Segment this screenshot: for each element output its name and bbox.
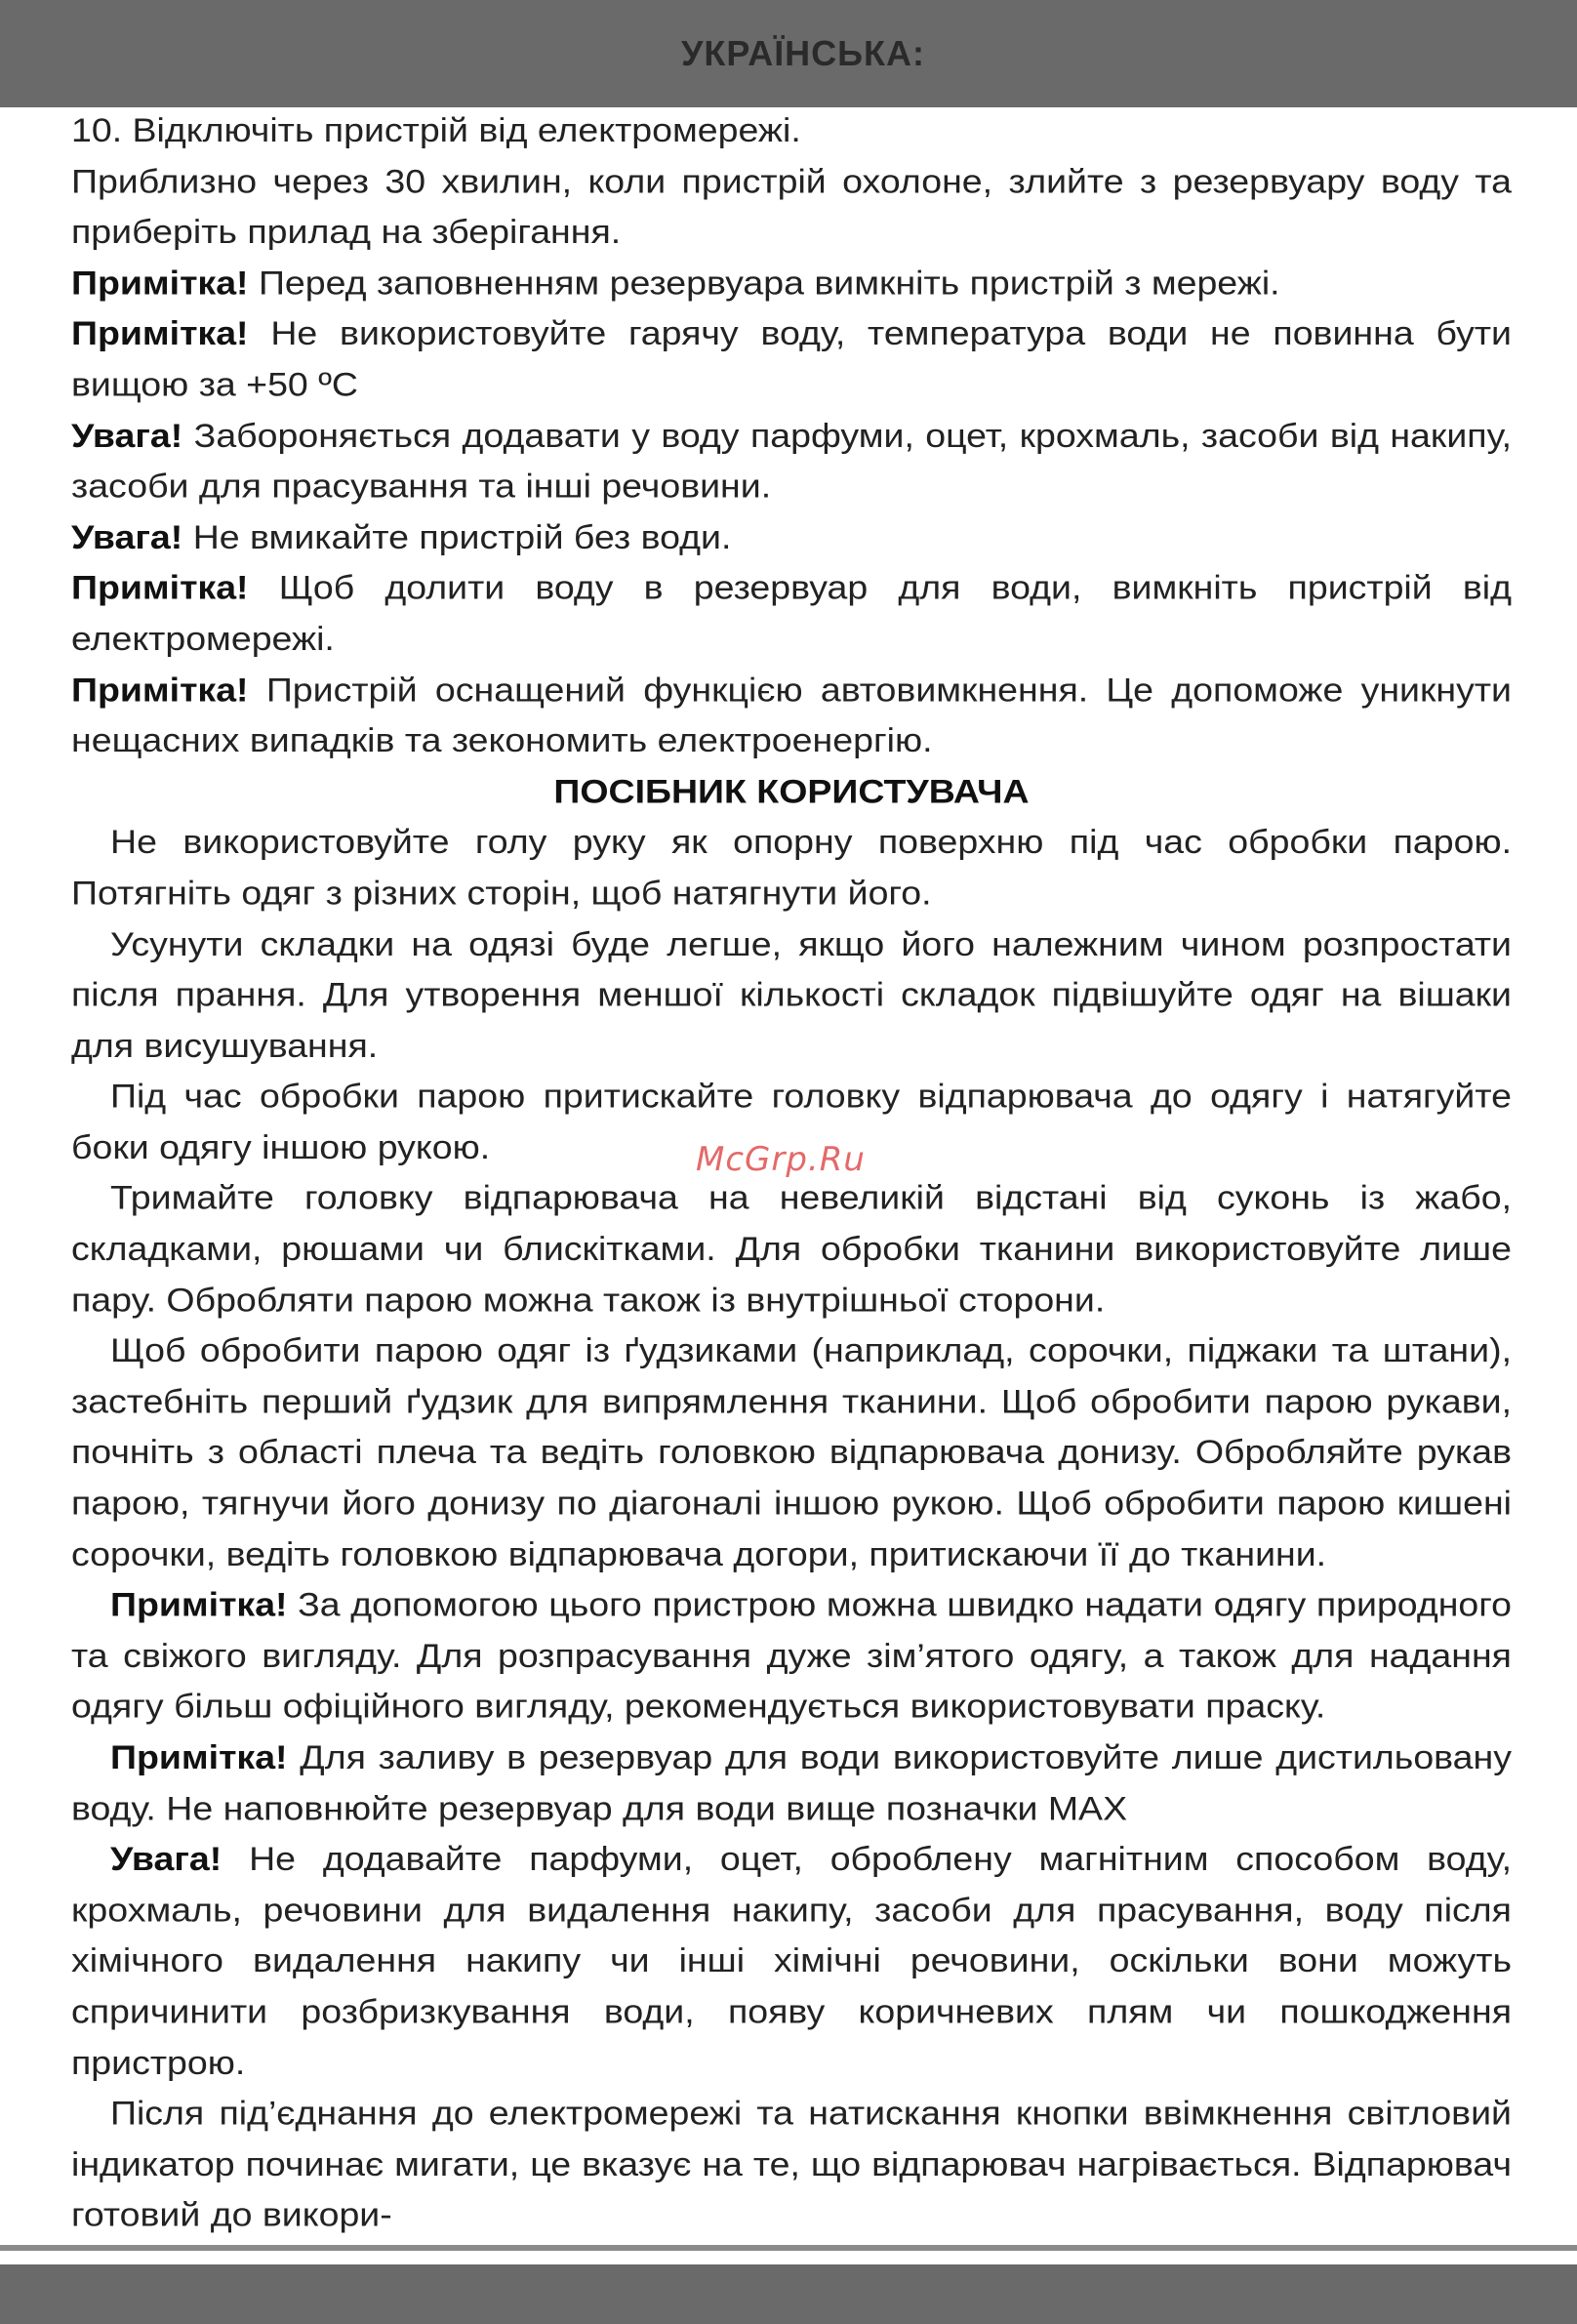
watermark: McGrp.Ru xyxy=(696,1140,866,1179)
note-label: Примітка! xyxy=(110,1586,288,1624)
footer-divider xyxy=(0,2245,1577,2251)
section-title: ПОСІБНИК КОРИСТУВАЧА xyxy=(553,772,1030,810)
warning-paragraph: Увага! Не вмикайте пристрій без води. xyxy=(71,518,732,556)
footer-bar xyxy=(0,2264,1577,2324)
warning-label: Увага! xyxy=(110,1840,222,1878)
page-language-title: УКРАЇНСЬКА: xyxy=(681,33,925,73)
note-label: Примітка! xyxy=(71,314,249,352)
note-paragraph: Примітка! За допомогою цього пристрою можна швидко надати одягу природного та свіжого вигляду. Для розпрасування дуже зім’ятого одягу, а також для надання одягу більш офіційного вигляду, рекомендується використовувати праску. xyxy=(71,1586,1512,1726)
note-label: Примітка! xyxy=(71,671,249,709)
text-paragraph: Тримайте головку відпарювача на невеликій відстані від суконь із жабо, складками, рюшами чи блискітками. Для обробки тканини використовуйте лише пару. Обробляти парою можна також із внутрішньої сторони. xyxy=(71,1179,1512,1319)
text-paragraph: Щоб обробити парою одяг із ґудзиками (наприклад, сорочки, піджаки та штани), застебніть перший ґудзик для випрямлення тканини. Щоб обробити парою рукави, почніть з області плеча та ведіть головкою відпарювача донизу. Обробляйте рукав парою, тягнучи його донизу по діагоналі іншою рукою. Щоб обробити парою кишені сорочки, ведіть головкою відпарювача догори, притискаючи її до тканини. xyxy=(71,1331,1512,1572)
text-paragraph: Після під’єднання до електромережі та натискання кнопки ввімкнення світловий індикатор починає мигати, це вказує на те, що відпарювач нагрівається. Відпарювач готовий до викори- xyxy=(71,2094,1512,2234)
warning-label: Увага! xyxy=(71,416,183,454)
text-paragraph: Під час обробки парою притискайте головку відпарювача до одягу і натягуйте боки одягу іншою рукою. xyxy=(71,1078,1512,1166)
warning-paragraph: Увага! Не додавайте парфуми, оцет, оброблену магнітним способом воду, крохмаль, речовини для видалення накипу, засоби для прасування, воду після хімічного видалення накипу чи інші хімічні речовини, оскільки вони можуть спричинити розбризкування води, появу коричневих плям чи пошкодження пристрою. xyxy=(71,1840,1512,2081)
warning-label: Увага! xyxy=(71,518,183,556)
note-label: Примітка! xyxy=(110,1738,288,1776)
text-paragraph: 10. Відключіть пристрій від електромережі. xyxy=(71,111,801,149)
text-paragraph: Приблизно через 30 хвилин, коли пристрій охолоне, злийте з резервуару воду та приберіть прилад на зберігання. xyxy=(71,162,1512,251)
note-paragraph: Примітка! Щоб долити воду в резервуар для води, вимкніть пристрій від електромережі. xyxy=(71,569,1512,658)
text-paragraph: Не використовуйте голу руку як опорну поверхню під час обробки парою. Потягніть одяг з різних сторін, щоб натягнути його. xyxy=(71,823,1512,912)
note-label: Примітка! xyxy=(71,264,249,302)
note-paragraph: Примітка! Для заливу в резервуар для води використовуйте лише дистильовану воду. Не наповнюйте резервуар для води вище позначки MAX xyxy=(71,1738,1512,1827)
note-label: Примітка! xyxy=(71,569,249,607)
text-paragraph: Усунути складки на одязі буде легше, якщо його належним чином розпростати після прання. Для утворення меншої кількості складок підвішуйте одяг на вішаки для висушування. xyxy=(71,924,1512,1065)
note-paragraph: Примітка! Пристрій оснащений функцією автовимкнення. Це допоможе уникнути нещасних випадків та зекономить електроенергію. xyxy=(71,671,1512,759)
warning-paragraph: Увага! Забороняється додавати у воду парфуми, оцет, крохмаль, засоби від накипу, засоби для прасування та інші речовини. xyxy=(71,416,1512,505)
note-paragraph: Примітка! Перед заповненням резервуара вимкніть пристрій з мережі. xyxy=(71,264,1280,302)
note-paragraph: Примітка! Не використовуйте гарячу воду, температура води не повинна бути вищою за +50 ºC xyxy=(71,314,1512,403)
header-bar xyxy=(0,0,1577,107)
